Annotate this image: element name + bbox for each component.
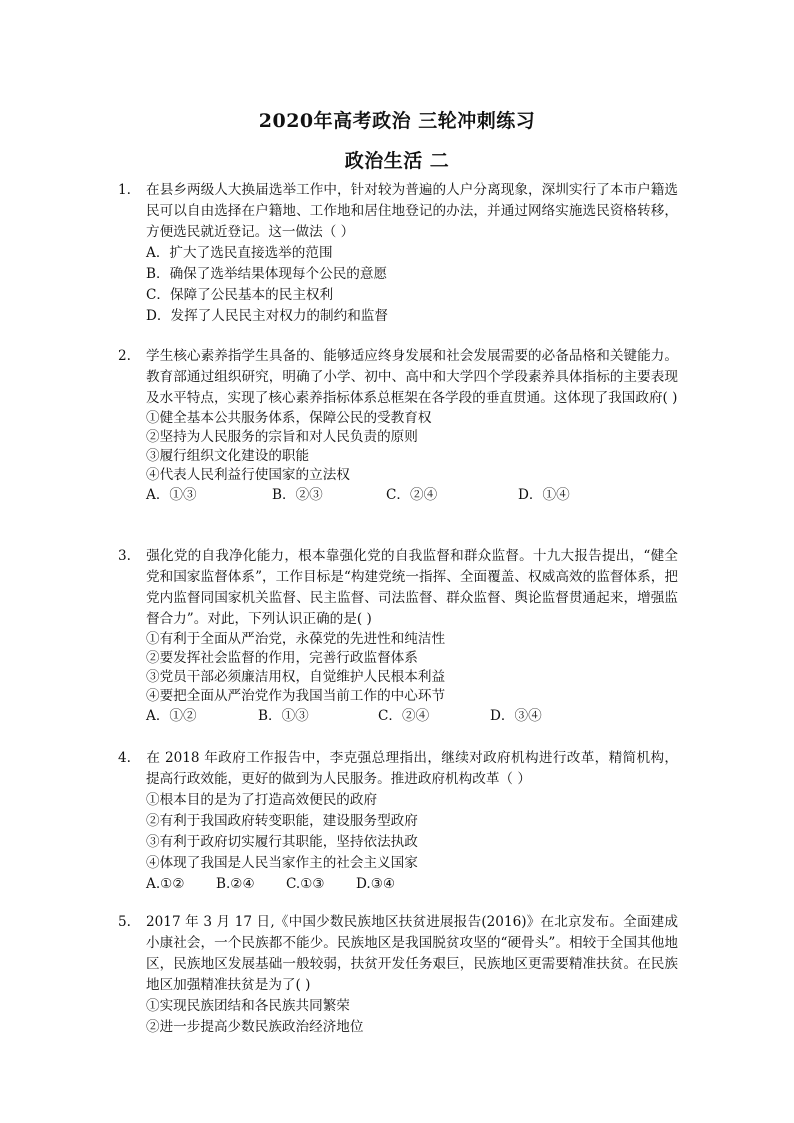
question-text: 在 2018 年政府工作报告中，李克强总理指出，继续对政府机构进行改革，精简机构，提高行政效能，更好的做到为人民服务。推进政府机构改革（ ） bbox=[146, 750, 678, 787]
answer-choices bbox=[118, 485, 678, 506]
statement-3: ③履行组织文化建设的职能 bbox=[146, 448, 310, 464]
choice-b: B.②④ bbox=[216, 876, 255, 892]
choice-d: D．③④ bbox=[490, 708, 542, 724]
question-stem bbox=[118, 546, 678, 630]
question-stem bbox=[118, 748, 678, 790]
statement-1: ①健全基本公共服务体系，保障公民的受教育权 bbox=[146, 410, 432, 426]
question-5 bbox=[118, 912, 678, 1038]
statement-2: ②进一步提高少数民族政治经济地位 bbox=[146, 1019, 364, 1035]
question-text: 学生核心素养指学生具备的、能够适应终身发展和社会发展需要的必备品格和关键能力。教育部通过组织研究，明确了小学、初中、高中和大学四个学段素养具体指标的主要表现及水平特点，实现了核心素养指标体系总框架在各学段的垂直贯通。这体现了我国政府( ) bbox=[146, 348, 678, 406]
choice-b: B．②③ bbox=[272, 487, 323, 503]
statement-4: ④要把全面从严治党作为我国当前工作的中心环节 bbox=[146, 688, 446, 704]
page-subtitle: 政治生活 二 bbox=[344, 150, 450, 172]
option-a: A．扩大了选民直接选举的范围 bbox=[146, 245, 333, 261]
statement-1: ①实现民族团结和各民族共同繁荣 bbox=[146, 998, 350, 1014]
question-3 bbox=[118, 546, 678, 727]
choice-a: A．①③ bbox=[146, 487, 197, 503]
choice-a: A.①② bbox=[146, 876, 185, 892]
option-c: C．保障了公民基本的民主权利 bbox=[146, 287, 334, 303]
page-title: 2020年高考政治 三轮冲刺练习 bbox=[258, 110, 536, 132]
choice-b: B．①③ bbox=[258, 708, 309, 724]
question-text: 强化党的自我净化能力，根本靠强化党的自我监督和群众监督。十九大报告提出，“健全党和国家监督体系”，工作目标是“构建党统一指挥、全面覆盖、权威高效的监督体系，把党内监督同国家机关监督、民主监督、司法监督、群众监督、舆论监督贯通起来，增强监督合力”。对此，下列认识正确的是( ) bbox=[146, 548, 678, 627]
statement-1: ①有利于全面从严治党，永葆党的先进性和纯洁性 bbox=[146, 631, 446, 647]
choice-c: C．②④ bbox=[378, 708, 430, 724]
statement-4: ④代表人民利益行使国家的立法权 bbox=[146, 467, 350, 483]
statement-3: ③党员干部必须廉洁用权，自觉维护人民根本利益 bbox=[146, 669, 446, 685]
question-stem bbox=[118, 912, 678, 996]
statement-2: ②要发挥社会监督的作用，完善行政监督体系 bbox=[146, 650, 418, 666]
choice-c: C.①③ bbox=[286, 876, 325, 892]
answer-choices bbox=[118, 706, 678, 727]
question-number: 1. bbox=[118, 182, 131, 198]
question-text: 在县乡两级人大换届选举工作中，针对较为普遍的人户分离现象，深圳实行了本市户籍选民可以自由选择在户籍地、工作地和居住地登记的办法，并通过网络实施选民资格转移，方便选民就近登记。这一做法（ ） bbox=[146, 182, 678, 240]
question-number: 2. bbox=[118, 348, 131, 364]
question-2 bbox=[118, 346, 678, 506]
answer-choices bbox=[118, 874, 678, 895]
statement-1: ①根本目的是为了打造高效便民的政府 bbox=[146, 792, 378, 808]
statement-2: ②坚持为人民服务的宗旨和对人民负责的原则 bbox=[146, 429, 418, 445]
question-stem bbox=[118, 180, 678, 243]
question-text: 2017 年 3 月 17 日,《中国少数民族地区扶贫进展报告(2016)》在北京发布。全面建成小康社会，一个民族都不能少。民族地区是我国脱贫攻坚的“硬骨头”。相较于全国其他地区，民族地区发展基础一般较弱，扶贫开发任务艰巨，民族地区更需要精准扶贫。在民族地区加强精准扶贫是为了( ) bbox=[146, 914, 678, 993]
choice-c: C．②④ bbox=[386, 487, 438, 503]
choice-d: D．①④ bbox=[518, 487, 570, 503]
question-number: 4. bbox=[118, 750, 131, 766]
question-number: 3. bbox=[118, 548, 131, 564]
option-d: D．发挥了人民民主对权力的制约和监督 bbox=[146, 308, 388, 324]
choice-d: D.③④ bbox=[356, 876, 396, 892]
question-4 bbox=[118, 748, 678, 895]
question-stem bbox=[118, 346, 678, 409]
option-b: B．确保了选举结果体现每个公民的意愿 bbox=[146, 266, 388, 282]
statement-2: ②有利于我国政府转变职能，建设服务型政府 bbox=[146, 813, 418, 829]
statement-4: ④体现了我国是人民当家作主的社会主义国家 bbox=[146, 855, 418, 871]
statement-3: ③有利于政府切实履行其职能，坚持依法执政 bbox=[146, 834, 418, 850]
question-number: 5. bbox=[118, 914, 131, 930]
question-1 bbox=[118, 180, 678, 327]
choice-a: A．①② bbox=[146, 708, 197, 724]
